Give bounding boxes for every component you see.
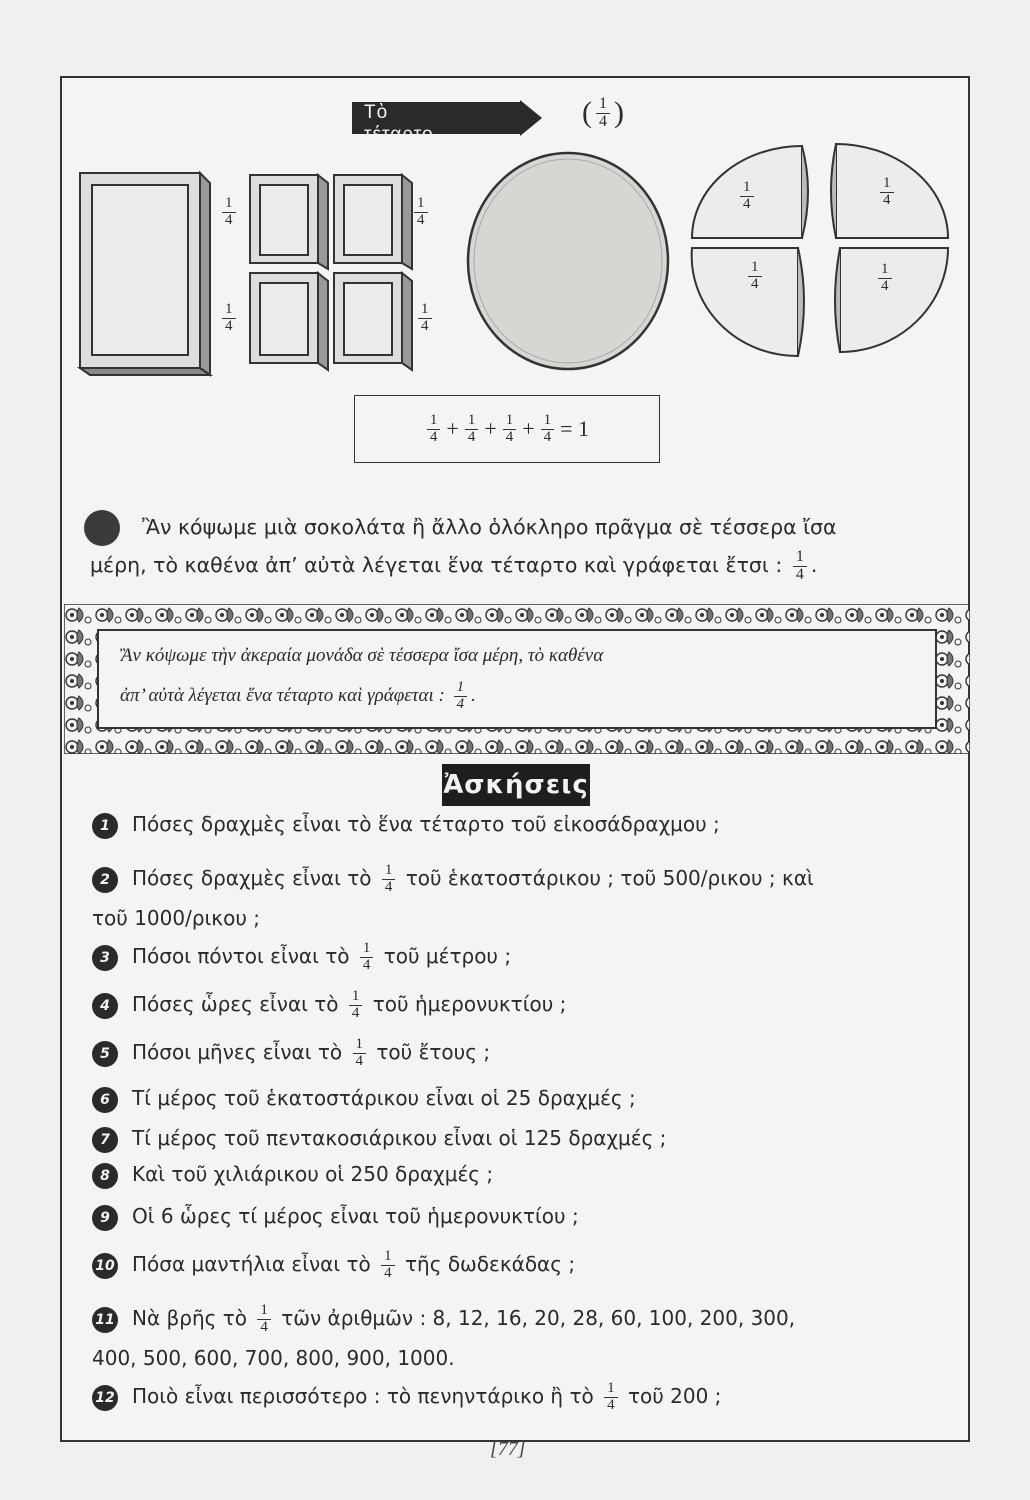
exercise-number: 4	[92, 993, 118, 1019]
quarter-label-1: $\frac{1}{4}$	[218, 196, 240, 229]
exercise-6: 6 Τί μέρος τοῦ ἑκατοστάρικου εἶναι οἱ 25 δραχμές ;	[92, 1078, 962, 1118]
exercise-number: 5	[92, 1041, 118, 1067]
sum-equals: = 1	[560, 416, 590, 441]
title-text: Τὸ τέταρτο	[364, 102, 434, 145]
intro-paragraph: Ἂν κόψωμε μιὰ σοκολάτα ἢ ἄλλο ὁλόκληρο πρᾶγμα σὲ τέσσερα ἴσα μέρη, τὸ καθένα ἀπ’ αὐτὰ λέγεται ἕνα τέταρτο καὶ γράφεται ἔτσι : $\frac{1}{4}$ .	[90, 515, 837, 583]
exercise-10: 10 Πόσα μαντήλια εἶναι τὸ $\frac{1}{4}$ τῆς δωδεκάδας ;	[92, 1244, 962, 1284]
exercise-4: 4 Πόσες ὧρες εἶναι τὸ $\frac{1}{4}$ τοῦ ἡμερονυκτίου ;	[92, 984, 962, 1024]
pie-quarter-label-1: $\frac{1}{4}$	[736, 180, 758, 213]
exercise-number: 11	[92, 1307, 118, 1333]
exercises-heading: Ἀσκήσεις	[442, 764, 590, 806]
quarters-sum-box: $\frac{1}{4}$ + $\frac{1}{4}$ + $\frac{1}{4}$ + $\frac{1}{4}$ = 1	[354, 395, 660, 463]
exercise-number: 9	[92, 1205, 118, 1231]
title-fraction: ( $\frac{1}{4}$ )	[582, 95, 624, 130]
exercise-1: 1 Πόσες δραχμὲς εἶναι τὸ ἕνα τέταρτο τοῦ εἰκοσάδραχμου ;	[92, 804, 962, 844]
exercise-5: 5 Πόσοι μῆνες εἶναι τὸ $\frac{1}{4}$ τοῦ ἔτους ;	[92, 1032, 962, 1072]
whole-pie-illustration	[458, 146, 678, 376]
exercise-number: 10	[92, 1253, 118, 1279]
rule-text: Ἂν κόψωμε τὴν ἀκεραία μονάδα σὲ τέσσερα ἴσα μέρη, τὸ καθένα ἀπ’ αὐτὰ λέγεται ἕνα τέταρτο καὶ γράφεται : $\frac{1}{4}$ .	[120, 645, 604, 713]
quarter-label-3: $\frac{1}{4}$	[218, 302, 240, 335]
exercise-3: 3 Πόσοι πόντοι εἶναι τὸ $\frac{1}{4}$ τοῦ μέτρου ;	[92, 936, 962, 976]
exercise-2: 2 Πόσες δραχμὲς εἶναι τὸ $\frac{1}{4}$ τοῦ ἑκατοστάρικου ; τοῦ 500/ρικου ; καὶ τοῦ 1000/ρικου ;	[92, 862, 814, 930]
exercise-9: 9 Οἱ 6 ὧρες τί μέρος εἶναι τοῦ ἡμερονυκτίου ;	[92, 1196, 962, 1236]
exercise-number: 8	[92, 1163, 118, 1189]
quarter-label-4: $\frac{1}{4}$	[414, 302, 436, 335]
quartered-pie-illustration	[690, 136, 960, 366]
exercise-number: 1	[92, 813, 118, 839]
exercise-8: 8 Καὶ τοῦ χιλιάρικου οἱ 250 δραχμές ;	[92, 1154, 962, 1194]
exercise-number: 12	[92, 1385, 118, 1411]
exercise-number: 7	[92, 1127, 118, 1153]
pie-quarter-label-3: $\frac{1}{4}$	[744, 260, 766, 293]
exercise-7: 7 Τί μέρος τοῦ πεντακοσιάρικου εἶναι οἱ 125 δραχμές ;	[92, 1118, 962, 1158]
pie-quarter-label-4: $\frac{1}{4}$	[874, 262, 896, 295]
exercise-number: 6	[92, 1087, 118, 1113]
quarter-label-2: $\frac{1}{4}$	[410, 196, 432, 229]
pie-quarter-label-2: $\frac{1}{4}$	[876, 176, 898, 209]
exercise-12: 12 Ποιὸ εἶναι περισσότερο : τὸ πενηντάρικο ἢ τὸ $\frac{1}{4}$ τοῦ 200 ;	[92, 1376, 962, 1416]
exercise-11: 11 Νὰ βρῆς τὸ $\frac{1}{4}$ τῶν ἀριθμῶν : 8, 12, 16, 20, 28, 60, 100, 200, 300, 400, 500, 600, 700, 800, 900, 1000.	[92, 1302, 796, 1370]
page-number: [77]	[490, 1438, 526, 1460]
chocolate-illustration	[72, 165, 452, 380]
exercise-number: 2	[92, 867, 118, 893]
exercise-number: 3	[92, 945, 118, 971]
